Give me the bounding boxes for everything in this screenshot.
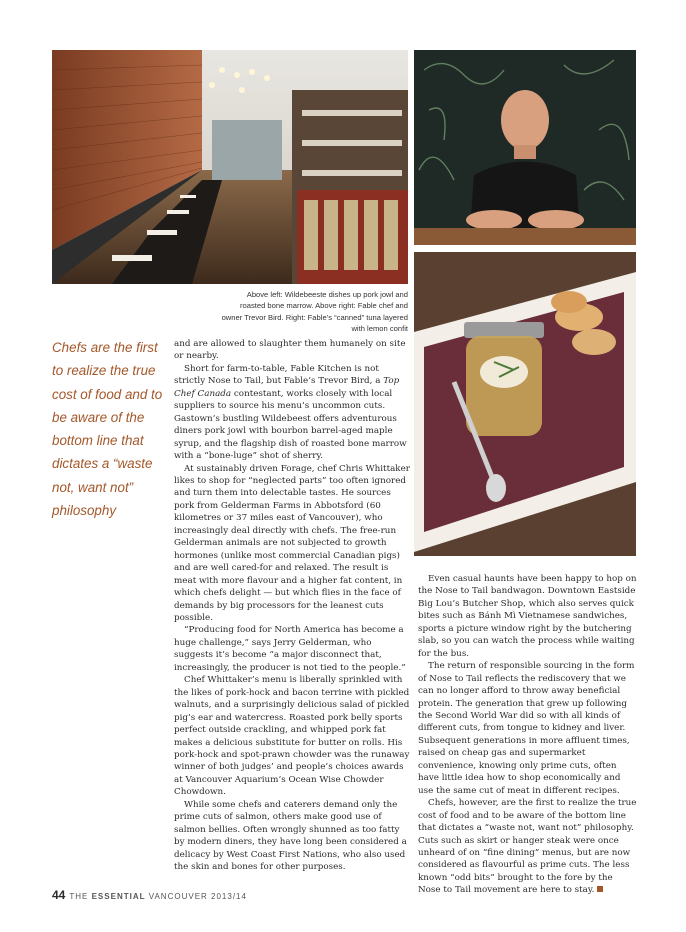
publication-essential: ESSENTIAL xyxy=(91,892,146,901)
caption-line: Above left: Wildebeeste dishes up pork jowl and xyxy=(246,290,408,299)
page-footer xyxy=(52,888,247,902)
end-mark-icon xyxy=(597,886,603,892)
article-column-left xyxy=(174,338,410,873)
paragraph xyxy=(418,797,637,897)
paragraph: Chef Whittaker’s menu is liberally sprinkled with the likes of pork-hock and bacon terrine with pickled walnuts, and a surprisingly delicious salad of pickled pig’s ear and watercress. Roasted pork belly sports perfect outside crackling, and whipped pork fat makes a delicious substitute for butter on rolls. His pork-hock and spot-prawn chowder was the runaway winner of both judges’ and people’s choices awards at Vancouver Aquarium’s Ocean Wise Chowder Chowdown. xyxy=(174,675,410,798)
paragraph: The return of responsible sourcing in the form of Nose to Tail reflects the rediscovery that we can no longer afford to throw away beneficial protein. The generation that grew up following the Second World War did so with all kinds of different cuts, from tongue to kidney and liver. Subsequent generations in more affluent times, raised on cheap gas and supermarket convenience, knowing only prime cuts, often have little idea how to shop economically and use the same cut of meat in different recipes. xyxy=(418,661,635,796)
paragraph: While some chefs and caterers demand only the prime cuts of salmon, others make good use of salmon bellies. Often wrongly shunned as too fatty by modern diners, they have long been considered a delicacy by West Coast First Nations, who also used the skin and bones for other purposes. xyxy=(174,799,407,873)
caption-line: owner Trevor Bird. Right: Fable’s “canned” tuna layered xyxy=(221,312,408,322)
paragraph-text: contestant, works closely with local suppliers to source his menu’s uncommon cuts. Gastown’s bustling Wildebeest offers adventurous diners pork jowl with bourbon barrel-aged maple syrup, and the flagship dish of roasted bone marrow with a “bone-luge” shot of sherry. xyxy=(174,388,407,462)
restaurant-interior-photo xyxy=(52,50,408,284)
page-number: 44 xyxy=(52,888,66,902)
caption-line: with lemon confit xyxy=(351,324,408,334)
paragraph-text: Short for farm-to-table, Fable Kitchen is not strictly Nose to Tail, but Fable’s Trevor Bird, a xyxy=(174,363,384,387)
caption-line: roasted bone marrow. Above right: Fable chef and xyxy=(239,301,408,311)
paragraph-text: Chefs, however, are the first to realize the true cost of food and to be aware of the bottom line that dictates a “waste not, want not” philosophy. Cuts such as skirt or hanger steak were once unheard of on “fine dining” menus, but are now considered as flavourful as prime cuts. The less known “odd bits” brought to the fore by the Nose to Tail movement are here to stay. xyxy=(418,798,637,896)
paragraph: At sustainably driven Forage, chef Chris Whittaker likes to shop for “neglected parts” too often ignored and turn them into delectable tastes. He sources pork from Gelderman Farms in Abbotsford (60 kilometres or 37 miles east of Vancouver), who increasingly deal directly with chefs. The free-run Gelderman animals are not subjected to growth hormones (unlike most commercial Canadian pigs) and are well cared-for and relaxed. The result is meat with more flavour and a higher fat content, in which chefs delight — but which flies in the face of demands by big processors for the leanest cuts possible. xyxy=(174,463,410,623)
article-column-right xyxy=(418,573,637,897)
chef-portrait-photo xyxy=(414,50,636,245)
photo-caption xyxy=(220,289,408,335)
tuna-jar-photo xyxy=(414,252,636,556)
paragraph: Even casual haunts have been happy to hop on the Nose to Tail bandwagon. Downtown Eastside Big Lou’s Butcher Shop, which also serves quick bites such as Bánh Mì Vietnamese sandwiches, sports a picture window right by the butchering slab, so you can watch the process while waiting for the bus. xyxy=(418,574,637,659)
publication-the: THE xyxy=(69,892,92,901)
paragraph: “Producing food for North America has become a huge challenge,” says Jerry Gelderman, who suggests it’s become “a major disconnect that, increasingly, the producer is not tied to the people.” xyxy=(174,625,406,673)
show-title: Top Chef Canada xyxy=(174,376,400,399)
paragraph: and are allowed to slaughter them humanely on site or nearby. xyxy=(174,339,406,362)
pull-quote: Chefs are the first to realize the true cost of food and to be aware of the bottom line that dictates a “waste not, want not” philosophy xyxy=(52,340,163,519)
paragraph xyxy=(174,363,410,463)
publication-rest: VANCOUVER 2013/14 xyxy=(145,892,247,901)
